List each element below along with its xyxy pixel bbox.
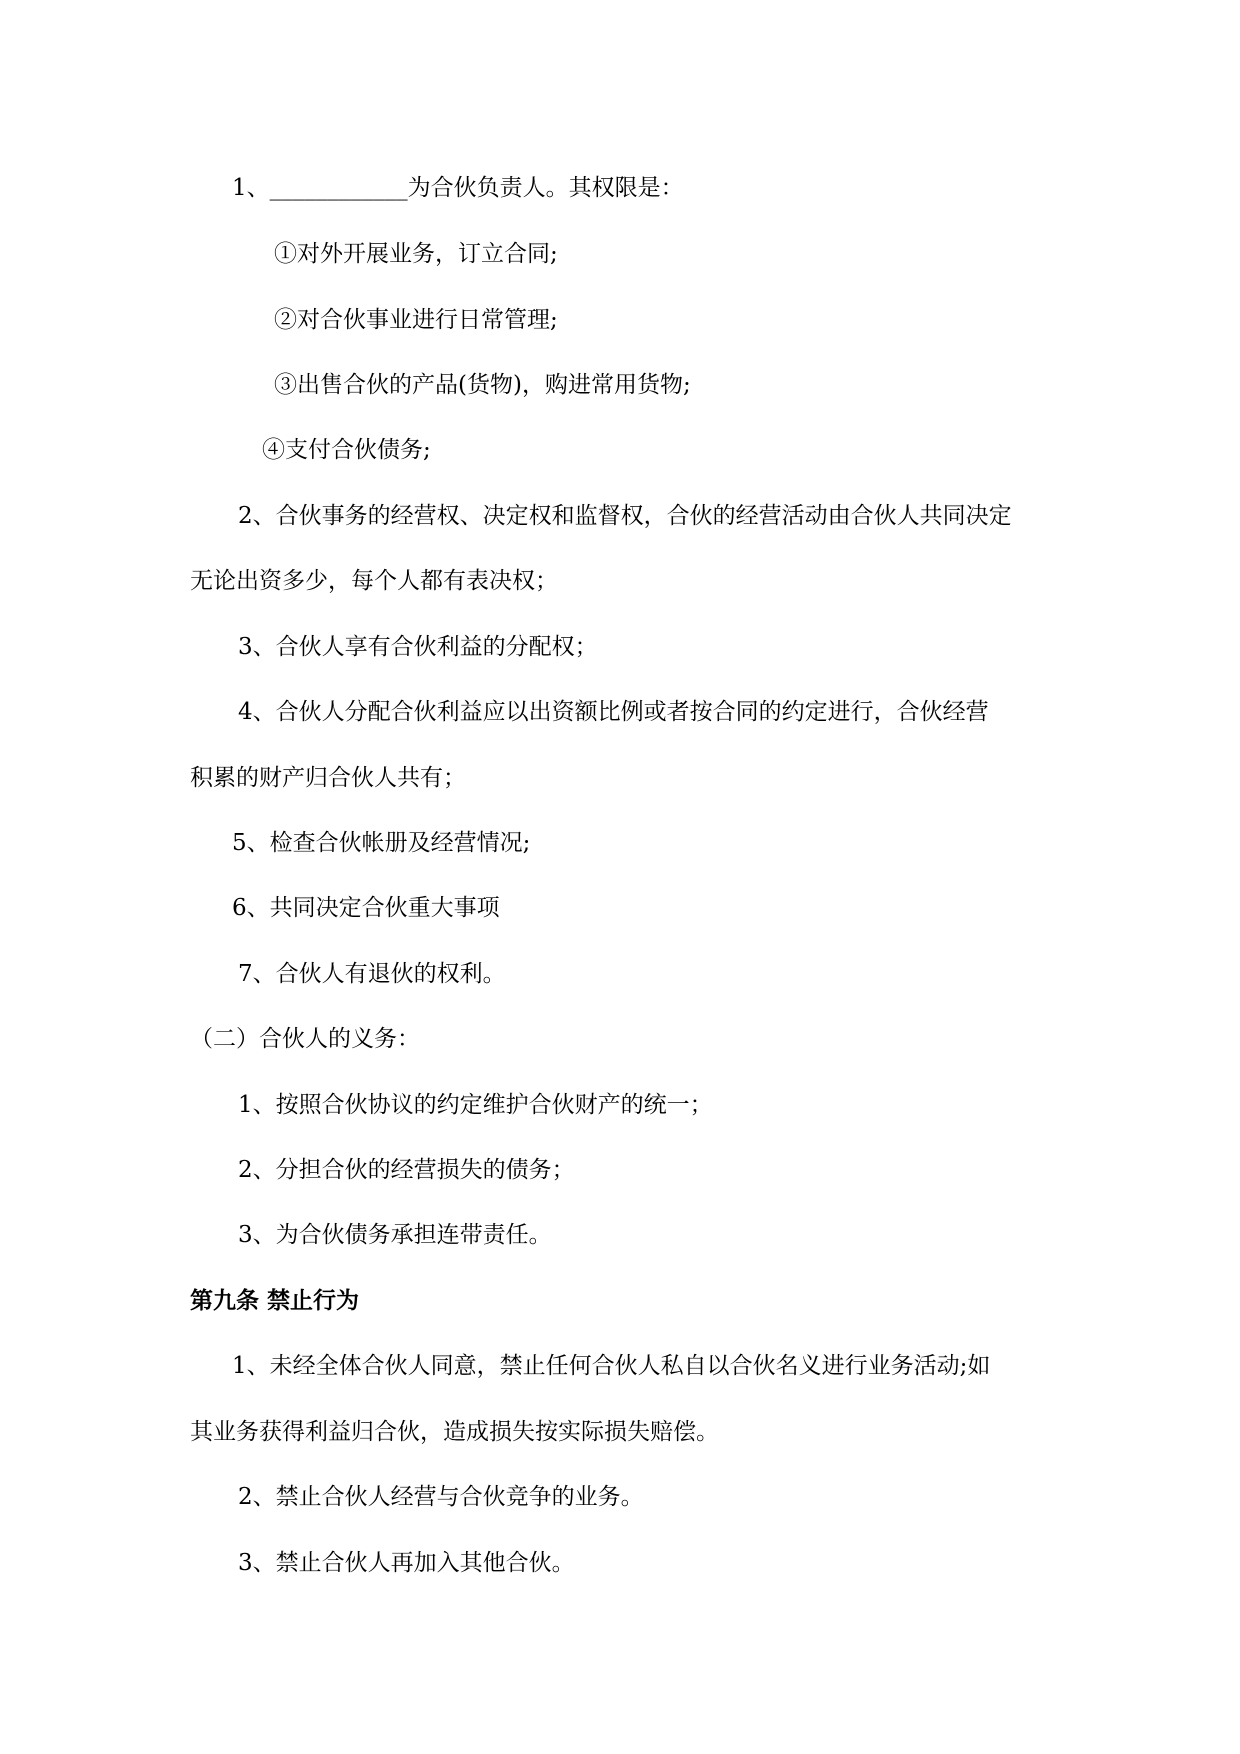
power-item-1: 1、____________为合伙负责人。其权限是： — [232, 175, 684, 201]
power-item-4-line-2: 积累的财产归合伙人共有； — [190, 765, 466, 791]
section-obligations-title: （二）合伙人的义务： — [190, 1026, 420, 1052]
power-subitem-1: ①对外开展业务，订立合同; — [274, 241, 558, 267]
obligation-item-3: 3、为合伙债务承担连带责任。 — [238, 1222, 552, 1248]
power-item-4-line-1: 4、合伙人分配合伙利益应以出资额比例或者按合同的约定进行，合伙经营 — [238, 699, 989, 725]
power-subitem-4: ④支付合伙债务; — [262, 437, 431, 463]
obligation-item-2: 2、分担合伙的经营损失的债务； — [238, 1157, 575, 1183]
obligation-item-1: 1、按照合伙协议的约定维护合伙财产的统一； — [238, 1092, 713, 1118]
power-item-3: 3、合伙人享有合伙利益的分配权； — [238, 634, 598, 660]
prohibition-item-3: 3、禁止合伙人再加入其他合伙。 — [238, 1550, 575, 1576]
power-item-6: 6、共同决定合伙重大事项 — [232, 895, 500, 921]
prohibition-item-1-line-1: 1、未经全体合伙人同意，禁止任何合伙人私自以合伙名义进行业务活动;如 — [232, 1353, 991, 1379]
power-item-2-line-1: 2、合伙事务的经营权、决定权和监督权，合伙的经营活动由合伙人共同决定 — [238, 503, 1012, 529]
power-item-5: 5、检查合伙帐册及经营情况; — [232, 830, 531, 856]
power-subitem-2: ②对合伙事业进行日常管理; — [274, 307, 558, 333]
power-subitem-3: ③出售合伙的产品(货物)，购进常用货物; — [274, 372, 691, 398]
prohibition-item-2: 2、禁止合伙人经营与合伙竞争的业务。 — [238, 1484, 644, 1510]
prohibition-item-1-line-2: 其业务获得利益归合伙，造成损失按实际损失赔偿。 — [190, 1419, 719, 1445]
article-nine-heading: 第九条 禁止行为 — [190, 1288, 360, 1314]
power-item-7: 7、合伙人有退伙的权利。 — [238, 961, 506, 987]
power-item-2-line-2: 无论出资多少，每个人都有表决权； — [190, 568, 558, 594]
